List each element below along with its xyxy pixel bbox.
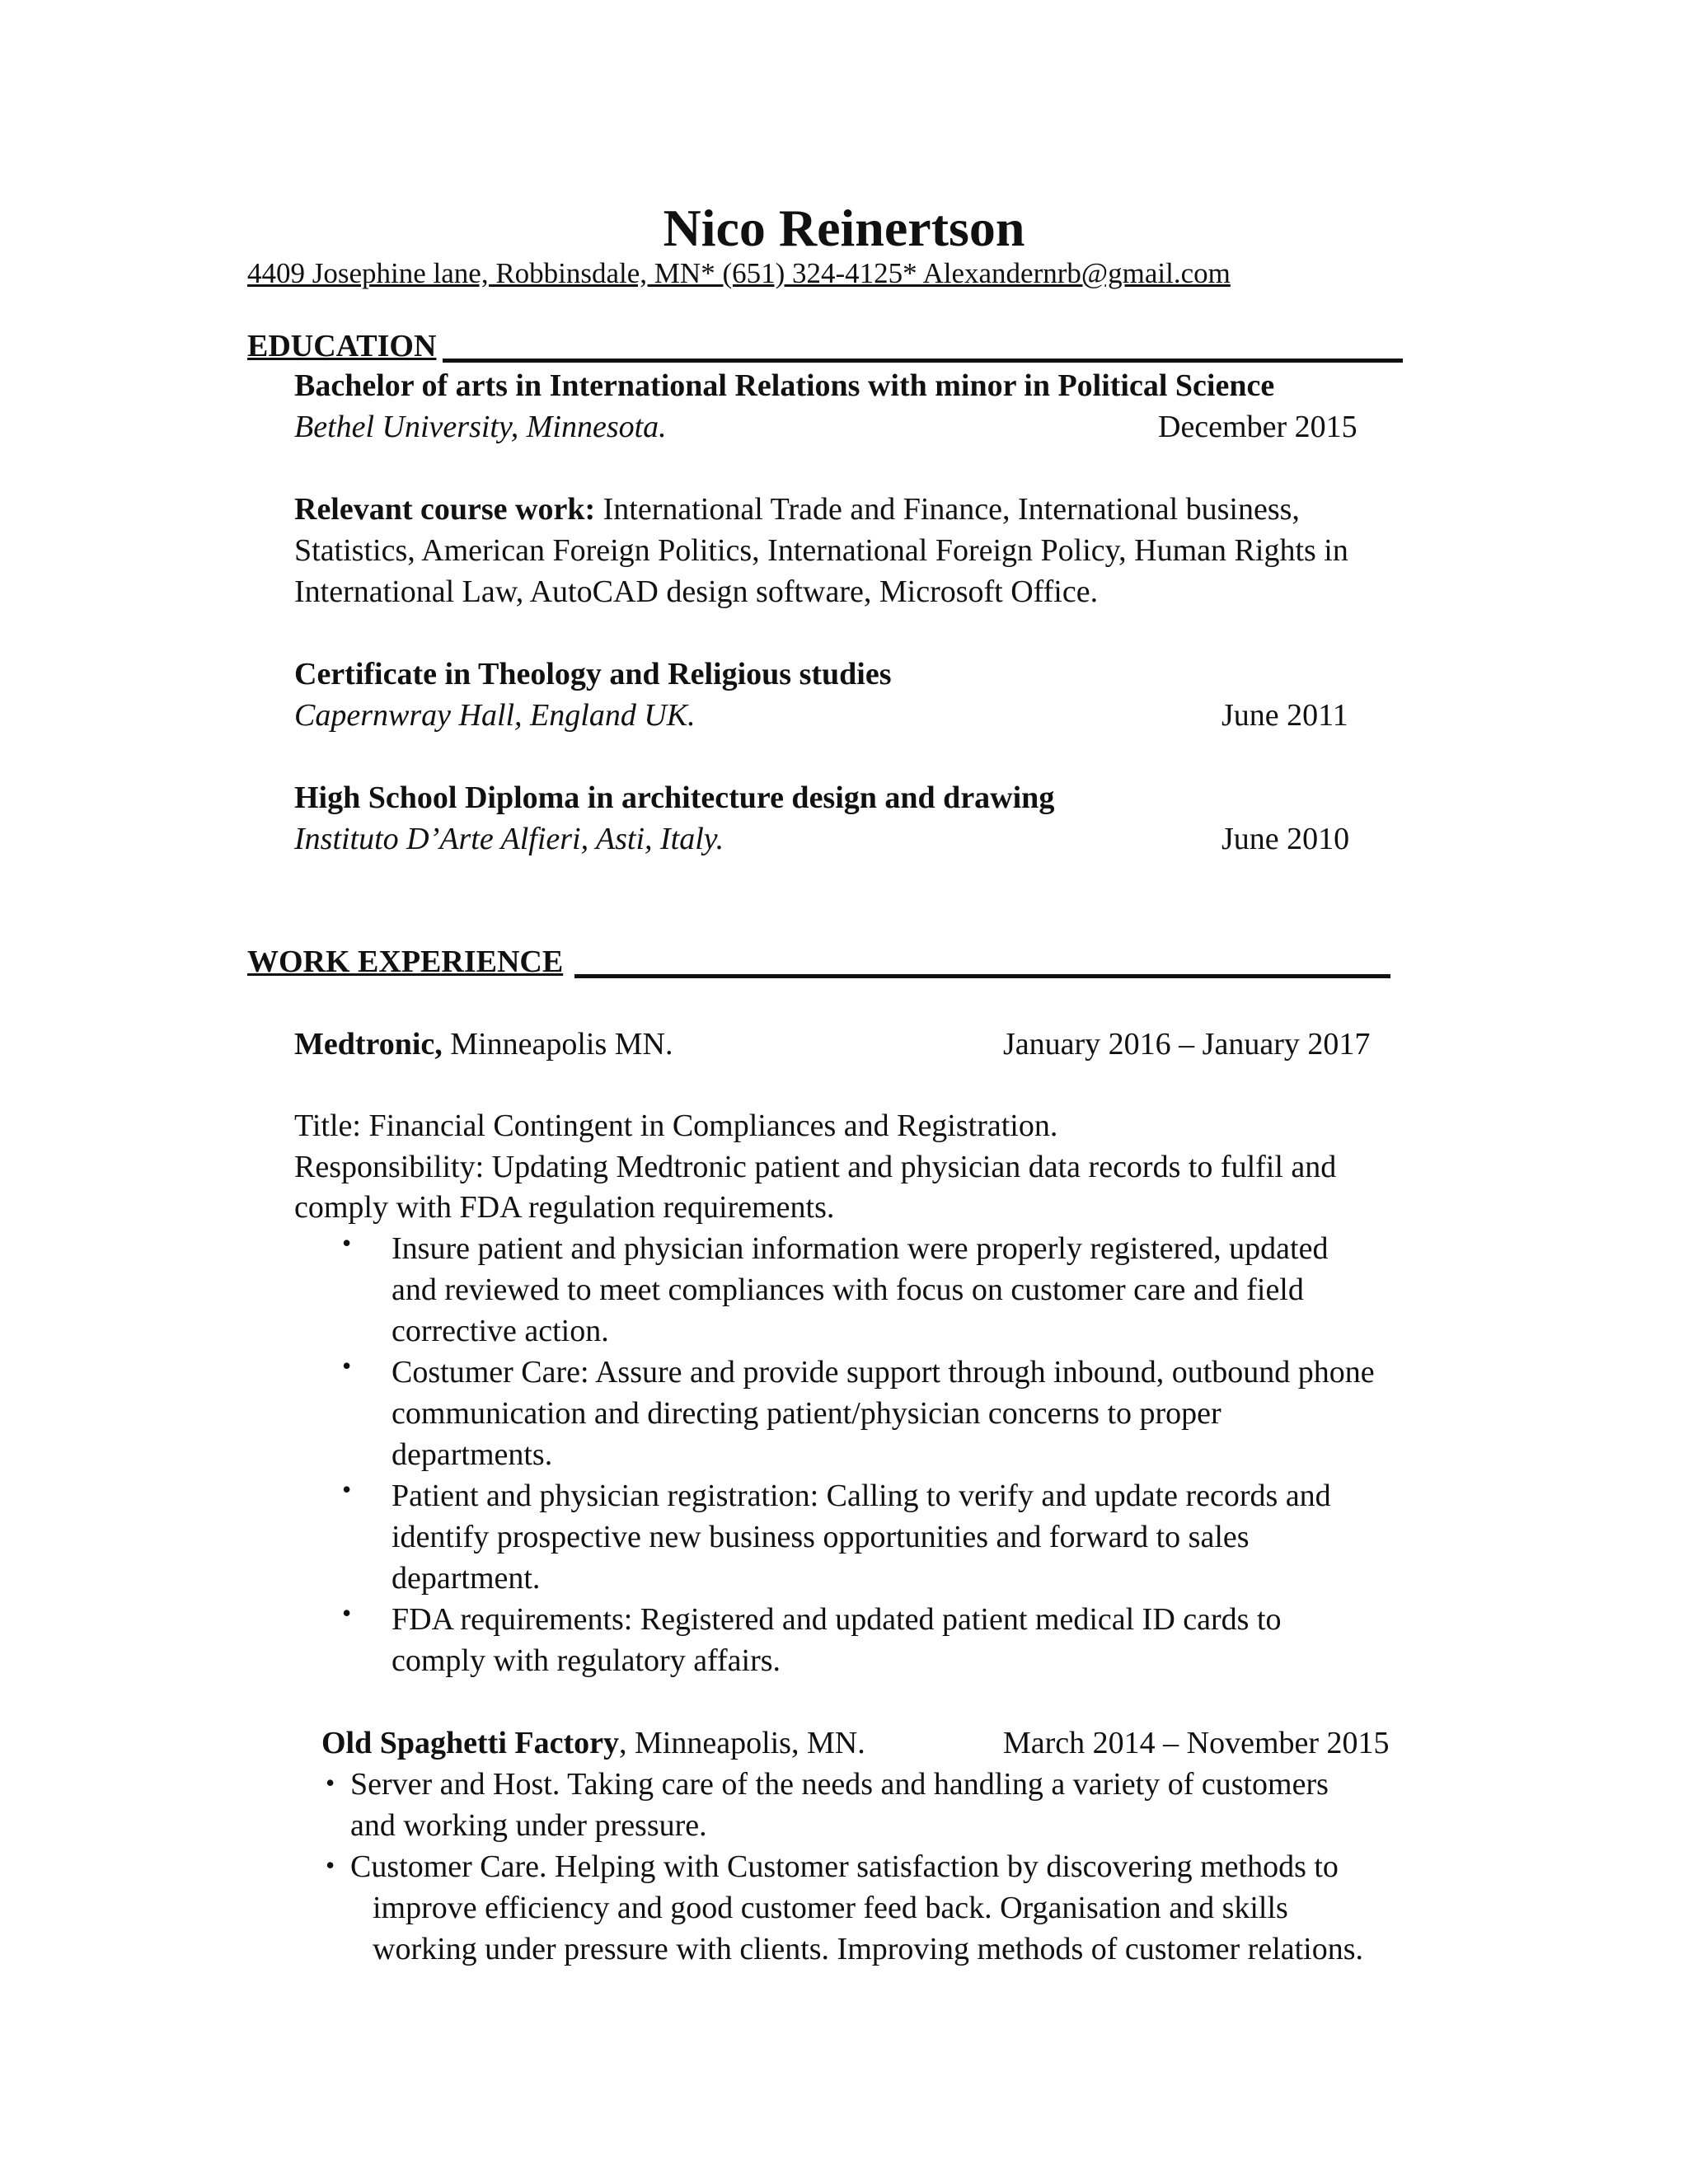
coursework-label: Relevant course work:	[294, 492, 596, 527]
bullet-marker: •	[342, 1598, 352, 1628]
contact-line: 4409 Josephine lane, Robbinsdale, MN* (651) 324-4125* Alexandernrb@gmail.com	[247, 257, 1231, 289]
certificate-school: Capernwray Hall, England UK.	[294, 698, 696, 733]
diploma-date: June 2010	[1221, 822, 1350, 856]
job2-bullet2-line-2: improve efficiency and good customer feed back. Organisation and skills	[373, 1891, 1288, 1925]
certificate-title: Certificate in Theology and Religious studies	[294, 657, 892, 691]
job2-dates: March 2014 – November 2015	[1003, 1726, 1390, 1760]
certificate-date: June 2011	[1221, 698, 1348, 733]
job1-bullet2-line-3: departments.	[392, 1437, 553, 1472]
education-heading-text: EDUCATION	[247, 329, 437, 363]
bullet-marker: •	[326, 1768, 335, 1797]
bullet-marker: •	[326, 1850, 335, 1880]
job2-bullet2-line-3: working under pressure with clients. Improving methods of customer relations.	[373, 1932, 1364, 1966]
job1-resp-line-2: comply with FDA regulation requirements.	[294, 1190, 835, 1225]
job2-bullet1-line-2: and working under pressure.	[350, 1808, 707, 1843]
work-heading-rule	[574, 974, 1390, 978]
job1-company: Medtronic,	[294, 1027, 443, 1062]
job1-location: Minneapolis MN.	[442, 1027, 673, 1062]
job1-dates: January 2016 – January 2017	[1003, 1027, 1371, 1062]
job1-bullet1-line-1: Insure patient and physician information were properly registered, updated	[392, 1231, 1329, 1266]
job1-resp-line-1: Responsibility: Updating Medtronic patient and physician data records to fulfil and	[294, 1150, 1337, 1184]
job1-bullet1-line-2: and reviewed to meet compliances with focus on customer care and field	[392, 1272, 1304, 1307]
coursework-line-2: Statistics, American Foreign Politics, International Foreign Policy, Human Rights in	[294, 533, 1348, 568]
job1-bullet1-line-3: corrective action.	[392, 1314, 609, 1348]
bullet-marker: •	[342, 1228, 352, 1258]
job1-bullet3-line-1: Patient and physician registration: Calling to verify and update records and	[392, 1479, 1331, 1513]
job1-bullet4-line-1: FDA requirements: Registered and updated patient medical ID cards to	[392, 1602, 1282, 1637]
job1-bullet2-line-2: communication and directing patient/physician concerns to proper	[392, 1396, 1221, 1431]
job1-bullet3-line-2: identify prospective new business opportunities and forward to sales	[392, 1520, 1250, 1554]
degree-school: Bethel University, Minnesota.	[294, 410, 667, 444]
job1-header	[294, 1024, 673, 1065]
job2-bullet1-line-1: Server and Host. Taking care of the needs and handling a variety of customers	[350, 1767, 1329, 1802]
diploma-school: Instituto D’Arte Alfieri, Asti, Italy.	[294, 822, 724, 856]
bullet-marker: •	[342, 1474, 352, 1504]
education-heading	[247, 326, 436, 367]
bullet-marker: •	[342, 1351, 352, 1380]
job2-bullet2-line-1: Customer Care. Helping with Customer satisfaction by discovering methods to	[350, 1849, 1339, 1884]
resume-name: Nico Reinertson	[663, 199, 1025, 257]
job1-bullet4-line-2: comply with regulatory affairs.	[392, 1643, 781, 1678]
job1-bullet3-line-3: department.	[392, 1561, 541, 1596]
work-heading-text: WORK EXPERIENCE	[247, 944, 564, 979]
job2-company: Old Spaghetti Factory	[321, 1726, 619, 1760]
coursework-line-1	[294, 489, 1300, 530]
coursework-text-1: International Trade and Finance, International business,	[595, 492, 1300, 527]
job2-location: , Minneapolis, MN.	[618, 1726, 865, 1760]
job2-header	[321, 1722, 865, 1764]
job1-bullet2-line-1: Costumer Care: Assure and provide support through inbound, outbound phone	[392, 1355, 1375, 1390]
coursework-line-3: International Law, AutoCAD design software, Microsoft Office.	[294, 574, 1099, 609]
job1-title: Title: Financial Contingent in Compliances and Registration.	[294, 1108, 1058, 1143]
degree-title: Bachelor of arts in International Relations with minor in Political Science	[294, 368, 1275, 403]
degree-date: December 2015	[1158, 410, 1357, 444]
diploma-title: High School Diploma in architecture design and drawing	[294, 780, 1055, 815]
work-heading	[247, 941, 563, 982]
education-heading-rule	[443, 359, 1403, 363]
